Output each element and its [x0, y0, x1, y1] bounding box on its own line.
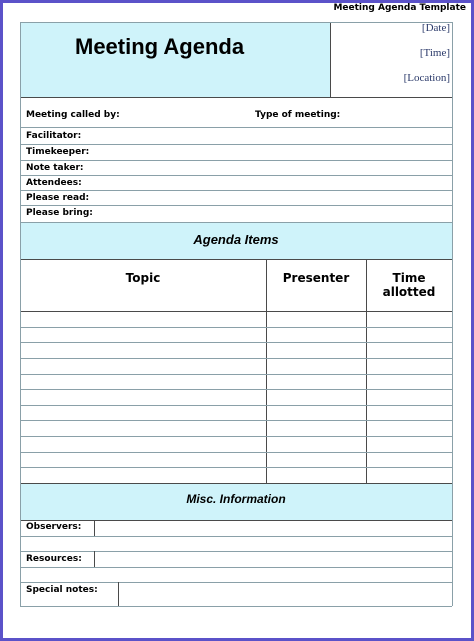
resources-label: Resources:	[26, 554, 82, 564]
note-taker-label: Note taker:	[26, 163, 84, 173]
col-time-allotted: Time allotted	[382, 271, 436, 299]
misc-info-title: Misc. Information	[186, 492, 286, 506]
please-read-label: Please read:	[26, 193, 90, 203]
facilitator-label: Facilitator:	[26, 131, 82, 141]
date-placeholder[interactable]: [Date]	[421, 22, 450, 34]
observers-label: Observers:	[26, 522, 82, 532]
col-topic: Topic	[125, 271, 161, 285]
table-row[interactable]	[20, 389, 452, 405]
table-row[interactable]	[20, 358, 452, 374]
location-placeholder[interactable]: [Location]	[403, 72, 450, 84]
table-row[interactable]	[20, 436, 452, 452]
special-notes-label: Special notes:	[26, 585, 98, 595]
meeting-type-label: Type of meeting:	[255, 110, 341, 120]
table-row[interactable]	[20, 342, 452, 358]
page-title: Meeting Agenda	[75, 34, 245, 59]
table-row[interactable]	[20, 311, 452, 327]
timekeeper-label: Timekeeper:	[26, 147, 90, 157]
table-row[interactable]	[20, 467, 452, 483]
col-presenter: Presenter	[282, 271, 350, 285]
please-bring-label: Please bring:	[26, 208, 93, 218]
time-placeholder[interactable]: [Time]	[419, 47, 450, 59]
table-row[interactable]	[20, 327, 452, 343]
table-row[interactable]	[20, 420, 452, 436]
table-row[interactable]	[20, 374, 452, 390]
table-row[interactable]	[20, 452, 452, 468]
template-label: Meeting Agenda Template	[333, 3, 466, 13]
table-row[interactable]	[20, 405, 452, 421]
agenda-items-title: Agenda Items	[193, 232, 279, 247]
attendees-label: Attendees:	[26, 178, 82, 188]
meeting-called-by-label: Meeting called by:	[26, 110, 120, 120]
